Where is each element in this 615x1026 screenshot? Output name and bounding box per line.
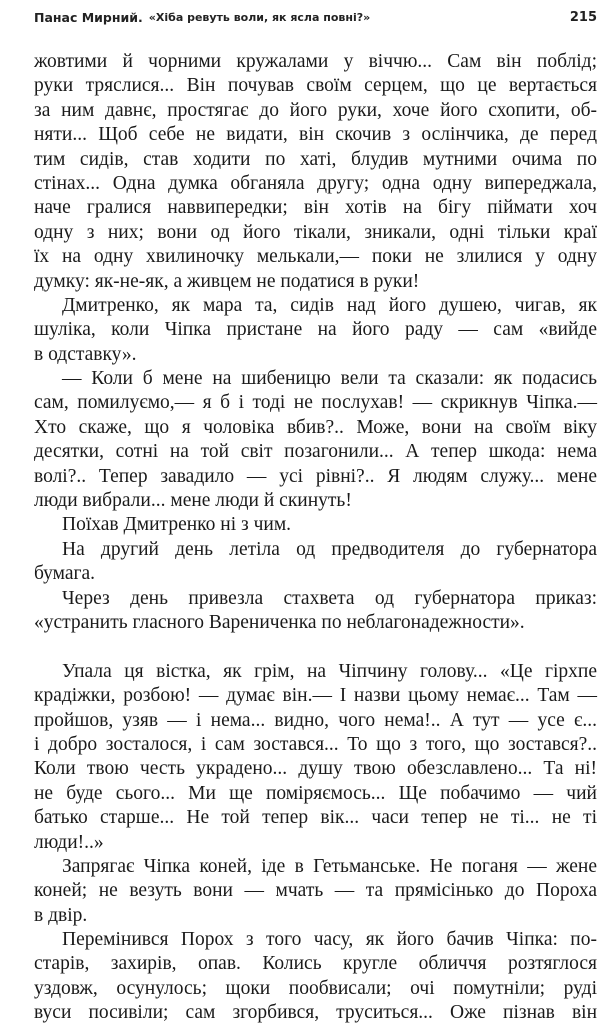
paragraph <box>34 538 597 587</box>
text-line: «устранить гласного Варениченка по неблагонадежности». <box>34 611 525 633</box>
text-line: шуліка, коли Чіпка пристане на його раду — сам «вийде <box>34 319 597 341</box>
text-line: одну з них; вони од його тікали, зникали, одні тільки краї <box>34 221 597 243</box>
text-line: не буде сього... Ми ще поміряємось... Ще побачимо — чий <box>34 782 597 804</box>
paragraph <box>34 50 597 294</box>
text-line: Хто скаже, що я чоловіка вбив?.. Може, вони на своїм віку <box>34 416 597 438</box>
text-line: Поїхав Дмитренко ні з чим. <box>62 514 292 536</box>
text-line: вуси посивіли; сам згорбився, труситься... Оже пізнав він <box>34 1002 597 1024</box>
text-line: їх на одну хвилиночку мелькали,— поки не злилися у одну <box>34 246 597 268</box>
text-line: стінах... Одна думка обганяла другу; одна одну випереджала, <box>34 172 597 194</box>
text-line: наче гралися наввипередки; він хотів на бігу піймати хоч <box>34 197 597 219</box>
text-line: коней; не везуть вони — мчать — та прямісінько до Пороха <box>34 880 597 902</box>
text-line: На другий день летіла од предводителя до губернатора <box>62 538 597 560</box>
paragraph <box>34 513 597 537</box>
text-line: Запрягає Чіпка коней, іде в Гетьманське. Не поганя — жене <box>62 855 597 877</box>
header-author: Панас Мирний. <box>34 9 143 25</box>
text-line: люди!..» <box>34 831 104 853</box>
text-line: люди вибрали... мене люди й скинуть! <box>34 490 352 512</box>
section-break <box>34 635 597 659</box>
page-number: 215 <box>569 9 597 25</box>
text-line: батько старше... Не той тепер вік... часи тепер не ті... не ті <box>34 807 597 829</box>
text-line: в двір. <box>34 904 88 926</box>
text-line: десятки, сотні на той світ позагонили... А тепер шкода: нема <box>34 441 597 463</box>
text-line: тим сидів, став ходити по хаті, блудив мутними очима по <box>34 148 597 170</box>
text-line: няти... Щоб себе не видати, він скочив з ослінчика, де перед <box>34 124 597 146</box>
page-text <box>34 50 597 1026</box>
text-line: Коли твою честь украдено... душу твою обезславлено... Та ні! <box>34 758 597 780</box>
text-line: волі?.. Тепер завадило — усі рівні?.. Я людям служу... мене <box>34 465 597 487</box>
paragraph <box>34 855 597 928</box>
text-line: Через день привезла стахвета од губернатора приказ: <box>62 587 597 609</box>
text-line: в одставку». <box>34 343 137 365</box>
text-line: сам, помилуємо,— я б і тоді не послухав! — скрикнув Чіпка.— <box>34 392 597 414</box>
text-line: — Коли б мене на шибеницю вели та сказали: як подасись <box>62 368 597 390</box>
text-line: Упала ця вістка, як грім, на Чіпчину голову... «Це гірхпе <box>62 660 597 682</box>
text-line: руки тряслися... Він почував своїм серцем, що це вертається <box>34 75 597 97</box>
text-line: думку: як-не-як, а живцем не податися в руки! <box>34 270 420 292</box>
text-line: Дмитренко, як мара та, сидів над його душею, чигав, як <box>62 294 597 316</box>
paragraph <box>34 587 597 636</box>
running-header <box>34 6 597 28</box>
paragraph <box>34 660 597 855</box>
text-line: жовтими й чорними кружалами у віччю... Сам він поблід; <box>34 51 597 72</box>
text-line: Перемінився Порох з того часу, як його бачив Чіпка: по- <box>62 929 597 951</box>
text-line: пройшов, узяв — і нема... видно, чого нема!.. А тут — усе є... <box>34 709 597 731</box>
header-title: «Хіба ревуть воли, як ясла повні?» <box>148 10 371 24</box>
text-line: старів, захирів, опав. Колись кругле обличчя розтяглося <box>34 953 597 975</box>
paragraph <box>34 294 597 367</box>
text-line: і добро зосталося, і сам зостався... То що з того, що зостався?.. <box>34 733 597 755</box>
text-line: уздовж, осунулось; щоки пообвисали; очі помутніли; руді <box>34 977 597 999</box>
paragraph <box>34 928 597 1026</box>
text-line: бумага. <box>34 563 96 585</box>
text-line: за ним давнє, простягає до його руки, хоче його схопити, об- <box>34 99 597 121</box>
paragraph <box>34 367 597 513</box>
text-line: крадіжки, розбою! — думає він.— І назви цьому немає... Там — <box>34 685 597 707</box>
